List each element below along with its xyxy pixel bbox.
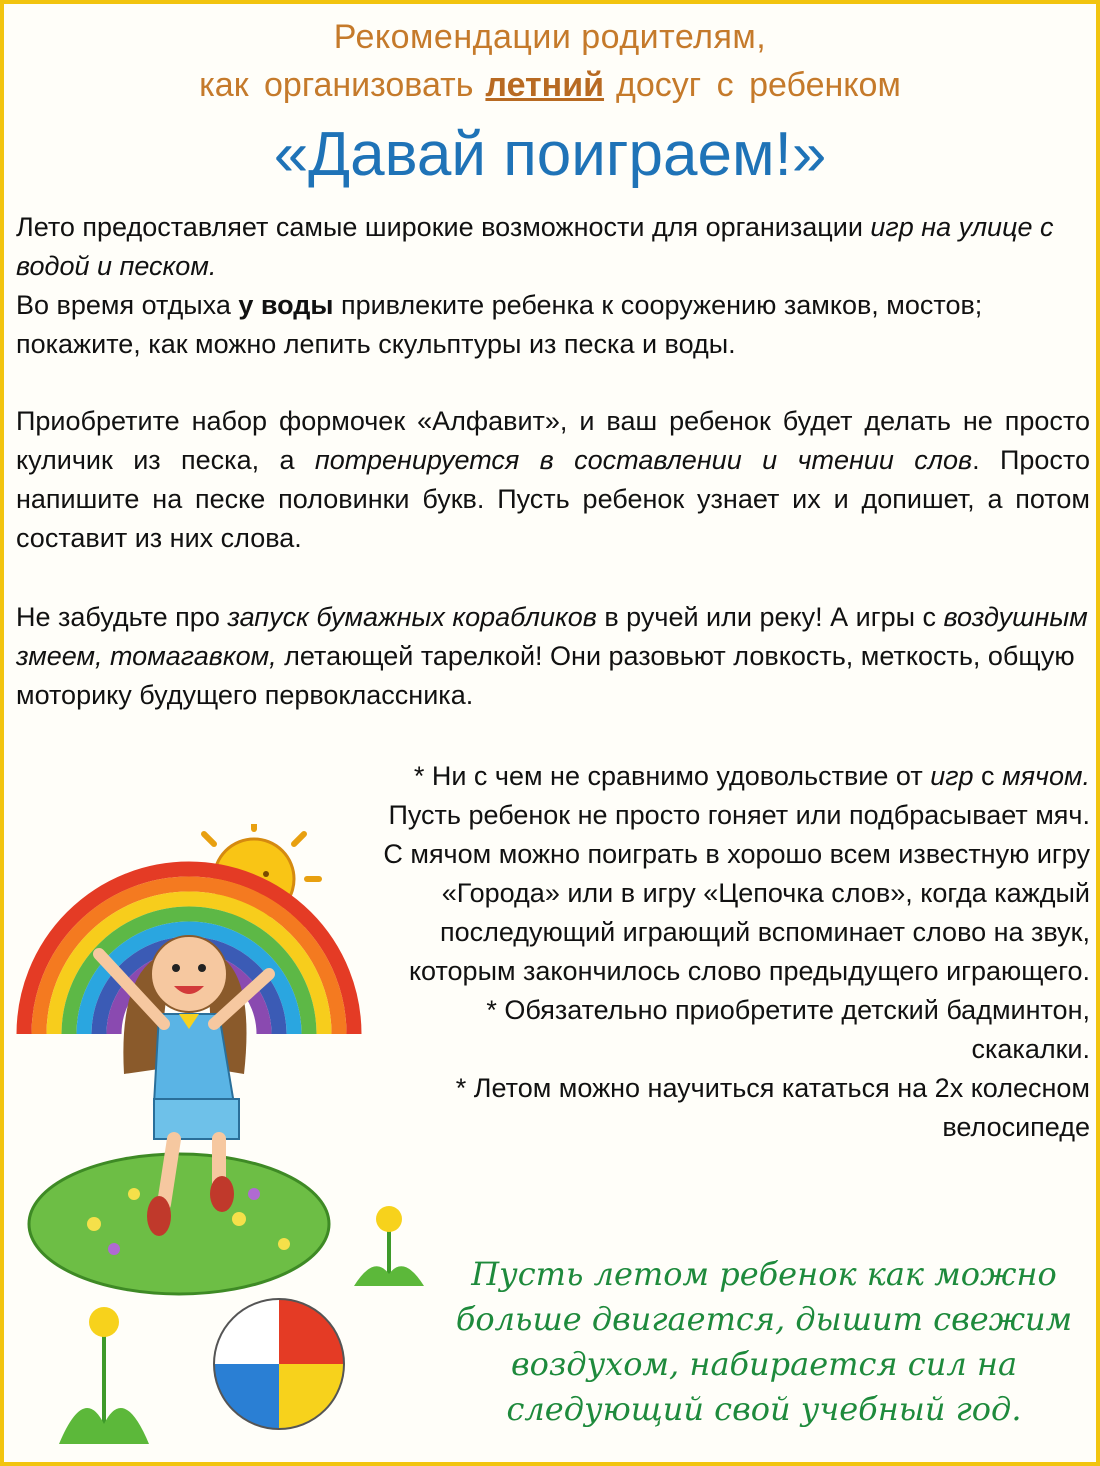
ball-text: * Ни с чем не сравнимо удовольствие от <box>413 761 931 791</box>
beach-ball-icon <box>214 1299 344 1429</box>
header-line-2-start: как организовать <box>199 66 474 104</box>
ball-emphasis-2: мячом. <box>1002 761 1090 791</box>
paragraph-1-emphasis: игр на улице с водой и песком. <box>16 212 1054 281</box>
paragraph-2-text: Приобретите набор формочек «Алфавит», и ваш ребенок будет делать не просто куличик из песка, а <box>16 406 1090 475</box>
paragraph-3-text: Не забудьте про <box>16 602 228 632</box>
paragraph-ball-games <box>374 757 1090 1147</box>
header-line-1: Рекомендации родителям, <box>333 18 767 56</box>
paragraph-alphabet <box>16 402 1090 558</box>
closing-wish: Пусть летом ребенок как можно больше двигается, дышит свежим воздухом, набирается сил на следующий свой учебный год. <box>455 1255 1073 1428</box>
paragraph-1-bold: у воды <box>238 290 334 320</box>
paragraph-2-text-b: . Просто напишите на песке половинки букв. Пусть ребенок узнает их и допишет, а потом составит из них слова. <box>16 445 1090 553</box>
ball-games-item <box>374 757 1090 991</box>
paragraph-water-sand <box>16 208 1090 364</box>
header-highlight-word: летний <box>485 66 605 104</box>
ball-text-mid: с <box>973 761 1003 791</box>
paragraph-1-text: Лето предоставляет самые широкие возможности для организации <box>16 212 871 242</box>
paragraph-1-line-b <box>16 286 1090 364</box>
header-line-2-end: досуг с ребенком <box>616 66 901 104</box>
paragraph-3-text-c: летающей тарелкой! Они разовьют ловкость, меткость, общую моторику будущего первоклассника. <box>16 641 1075 710</box>
paragraph-1-text-b: Во время отдыха <box>16 290 239 320</box>
ball-text-b: Пусть ребенок не просто гоняет или подбрасывает мяч. С мячом можно поиграть в хорошо всем известную игру «Города» или в игру «Цепочка слов», когда каждый последующий играющий вспоминает слово на звук, которым закончилось слово предыдущего играющего. <box>383 800 1090 986</box>
illustration <box>4 824 434 1466</box>
badminton-item: * Обязательно приобретите детский бадминтон, скакалки. <box>486 995 1090 1064</box>
meadow-icon <box>29 1154 329 1294</box>
paragraph-1-line-a <box>16 208 1090 286</box>
paragraph-1-text-c: привлеките ребенка к сооружению замков, мостов; покажите, как можно лепить скульптуры из песка и воды. <box>16 290 983 359</box>
bicycle-item: * Летом можно научиться кататься на 2х колесном велосипеде <box>455 1073 1090 1142</box>
ball-emphasis-1: игр <box>930 761 974 791</box>
header-line-2 <box>4 66 1096 105</box>
paragraph-3-emphasis-b: воздушным змеем, томагавком, <box>16 602 1088 671</box>
paragraph-3-emphasis: запуск бумажных корабликов <box>227 602 597 632</box>
paragraph-2-emphasis: потренируется в составлении и чтении слов <box>314 445 973 475</box>
page-title: «Давай поиграем!» <box>273 120 827 189</box>
paragraph-3-text-b: в ручей или реку! А игры с <box>596 602 944 632</box>
paragraph-boats-kites <box>16 598 1090 715</box>
